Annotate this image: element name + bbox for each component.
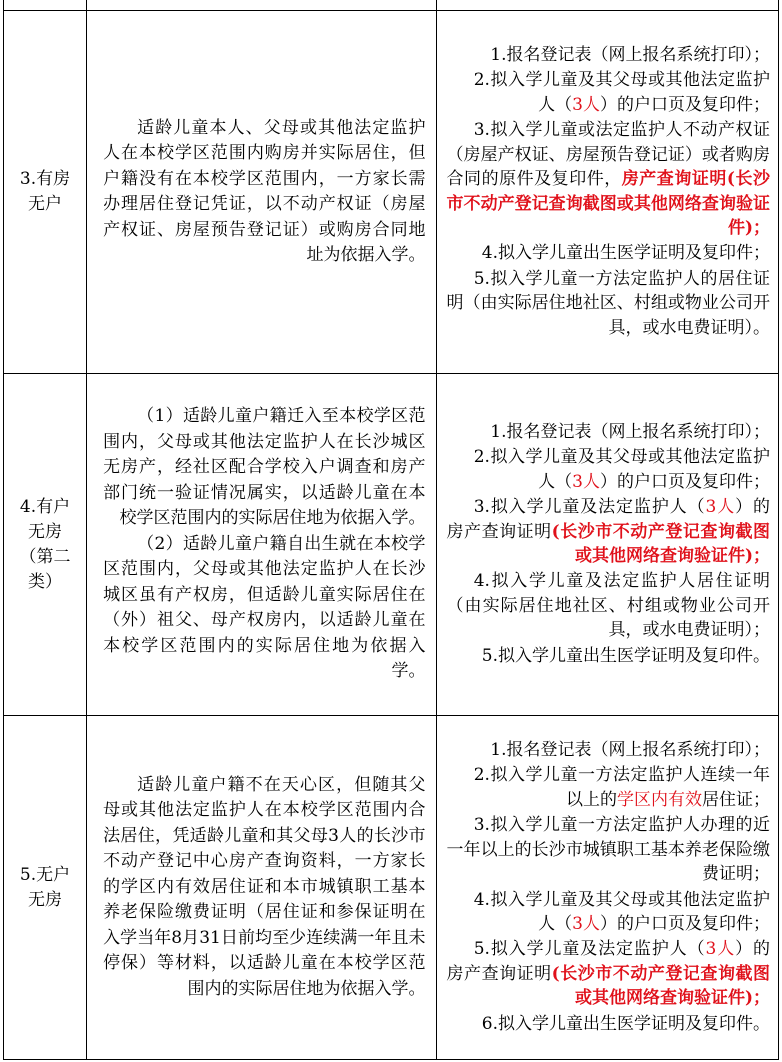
description-cell <box>87 374 436 716</box>
document-item: 1.报名登记表（网上报名系统打印）； <box>490 45 770 66</box>
highlight-text: 3人 <box>572 471 600 492</box>
description-paragraph: （1）适龄儿童户籍迁入至本校学区范围内，父母或其他法定监护人在长沙城区无房产，经社区配合学校入户调查和房产部门统一验证情况属实，以适龄儿童在本校学区范围内的实际居住地为依据入学。 <box>103 406 426 529</box>
document-item: 1.报名登记表（网上报名系统打印）； <box>490 421 770 442</box>
description-cell <box>87 716 436 1060</box>
category-cell: 3.有房 无户 <box>4 11 87 374</box>
highlight-text: (长沙市不动产登记查询截图或其他网络查询验证件)； <box>551 963 770 1009</box>
document-item: 3.拟入学儿童一方法定监护人办理的近一年以上的长沙市城镇职工基本养老保险缴费证明； <box>446 815 770 885</box>
document-item: 4.拟入学儿童出生医学证明及复印件； <box>481 243 770 264</box>
table-row <box>4 716 779 1060</box>
documents-cell <box>436 716 778 1060</box>
document-item: 4.拟入学儿童及法定监护人居住证明（由实际居住地社区、村组或物业公司开具，或水电费证明）； <box>446 571 770 641</box>
document-item: 5.拟入学儿童及法定监护人（3人）的房产查询证明(长沙市不动产登记查询截图或其他网络查询验证件)； <box>446 939 770 1009</box>
highlight-text: 3人 <box>705 939 736 960</box>
description-paragraph: 适龄儿童本人、父母或其他法定监护人在本校学区范围内购房并实际居住，但户籍没有在本校学区范围内，一方家长需办理居住登记凭证，以不动产权证（房屋产权证、房屋预告登记证）或购房合同地址为依据入学。 <box>103 117 426 265</box>
table-row <box>4 11 779 374</box>
document-item: 2.拟入学儿童一方法定监护人连续一年以上的学区内有效居住证； <box>473 765 770 810</box>
document-item: 5.拟入学儿童出生医学证明及复印件。 <box>481 645 770 666</box>
document-item: 2.拟入学儿童及其父母或其他法定监护人（3人）的户口页及复印件； <box>473 447 770 492</box>
document-item: 1.报名登记表（网上报名系统打印）； <box>490 740 770 761</box>
description-paragraph: 适龄儿童户籍不在天心区，但随其父母或其他法定监护人在本校学区范围内合法居住，凭适龄儿童和其父母3人的长沙市不动产登记中心房产查询资料，一方家长的学区内有效居住证和本市城镇职工基本养老保险缴费证明（居住证和参保证明在入学当年8月31日前均至少连续满一年且未停保）等材料，以适龄儿童在本校学区范围内的实际居住地为依据入学。 <box>103 774 426 999</box>
highlight-text: 3人 <box>572 913 600 934</box>
table-row <box>4 374 779 716</box>
highlight-text: 学区内有效 <box>617 789 702 810</box>
document-item: 3.拟入学儿童或法定监护人不动产权证（房屋产权证、房屋预告登记证）或者购房合同的原件及复印件，房产查询证明(长沙市不动产登记查询截图或其他网络查询验证件)； <box>446 120 770 238</box>
document-item: 5.拟入学儿童一方法定监护人的居住证明（由实际居住地社区、村组或物业公司开具，或水电费证明）。 <box>446 268 770 338</box>
description-cell <box>87 11 436 374</box>
category-cell: 4.有户 无房 （第二 类） <box>4 374 87 716</box>
document-item: 2.拟入学儿童及其父母或其他法定监护人（3人）的户口页及复印件； <box>473 70 770 115</box>
highlight-text: 3人 <box>705 497 736 518</box>
enrollment-requirements-table <box>3 0 779 1060</box>
documents-cell <box>436 374 778 716</box>
document-item: 6.拟入学儿童出生医学证明及复印件。 <box>481 1013 770 1034</box>
highlight-text: (长沙市不动产登记查询截图或其他网络查询验证件)； <box>551 521 770 566</box>
description-paragraph: （2）适龄儿童户籍自出生就在本校学区范围内，父母或其他法定监护人在长沙城区虽有产权房，但适龄儿童实际居住在（外）祖父、母产权房内，以适龄儿童在本校学区范围内的实际居住地为依据入学。 <box>103 533 426 682</box>
previous-row-remnant <box>4 0 779 11</box>
document-item: 3.拟入学儿童及法定监护人（3人）的房产查询证明(长沙市不动产登记查询截图或其他网络查询验证件)； <box>446 497 770 566</box>
document-item: 4.拟入学儿童及其父母或其他法定监护人（3人）的户口页及复印件； <box>473 889 770 934</box>
documents-cell <box>436 11 778 374</box>
category-cell: 5.无户 无房 <box>4 716 87 1060</box>
highlight-text: 房产查询证明(长沙市不动产登记查询截图或其他网络查询验证件)； <box>446 169 770 238</box>
highlight-text: 3人 <box>572 94 600 115</box>
